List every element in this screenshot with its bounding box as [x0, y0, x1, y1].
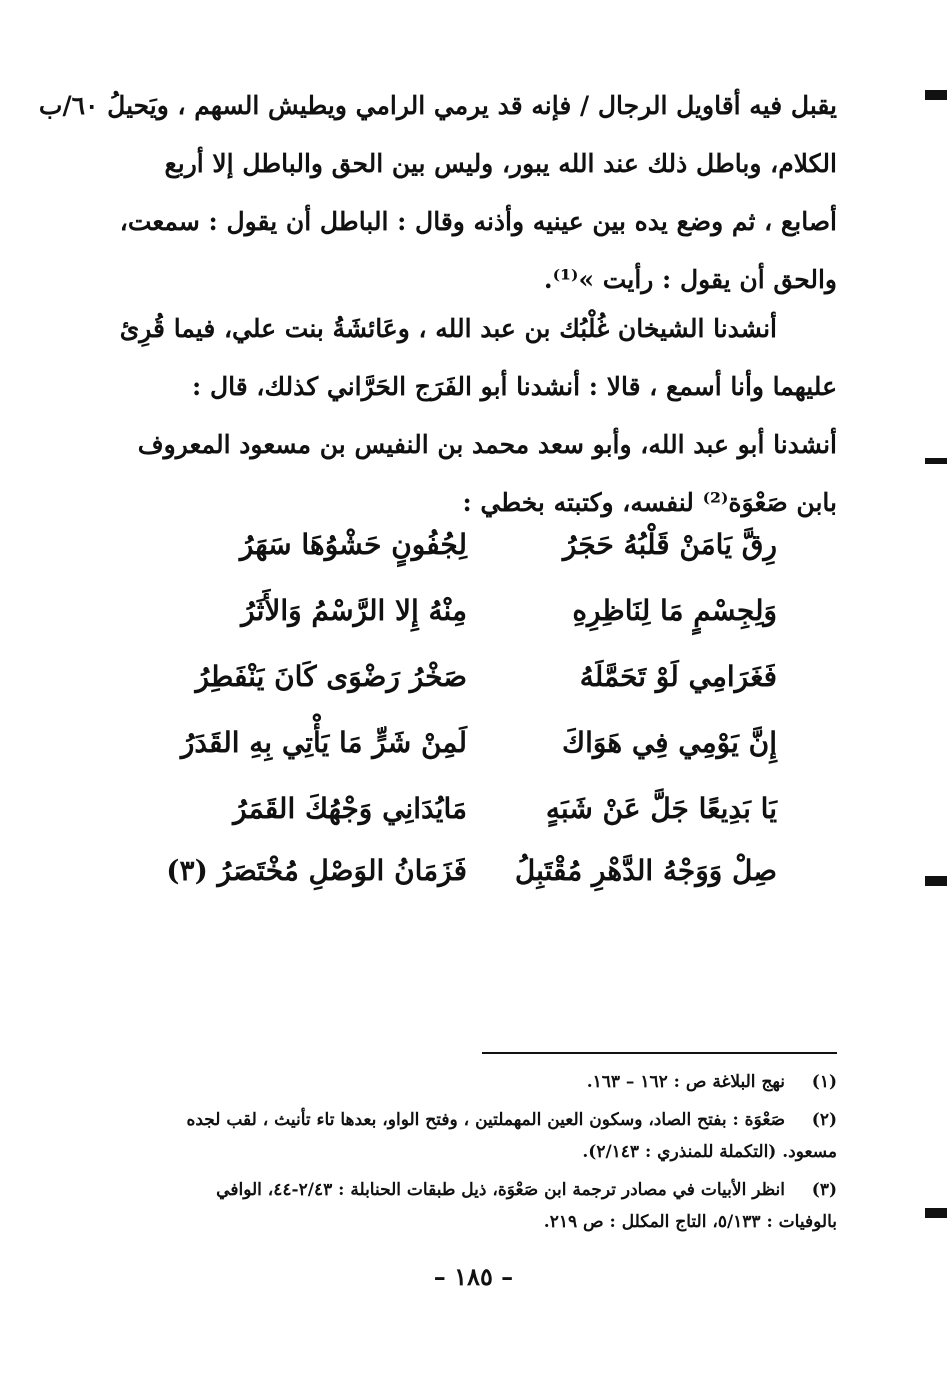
footnote-separator — [482, 1052, 837, 1054]
verse-first-hemistich: إِنَّ يَوْمِي فِي هَوَاكَ — [562, 726, 777, 759]
verse-first-hemistich: يَا بَدِيعًا جَلَّ عَنْ شَبَهٍ — [545, 792, 777, 825]
text-line: الكلام، وباطل ذلك عند الله يبور، وليس بين الحق والباطل إلا أربع — [164, 149, 837, 178]
footnote-text: انظر الأبيات في مصادر ترجمة ابن صَعْوَة، ذيل طبقات الحنابلة : ٢/٤٣-٤٤، الوافي — [216, 1180, 785, 1200]
footnote-number: (٢) — [811, 1110, 837, 1130]
poem-verse — [167, 660, 777, 704]
verse-first-hemistich: رِقَّ يَامَنْ قَلْبُهُ حَجَرُ — [562, 528, 777, 561]
scan-edge-mark — [925, 458, 947, 464]
poem-verse — [167, 594, 777, 638]
verse-second-hemistich: مِنْهُ إِلا الرَّسْمُ وَالأَثَرُ — [241, 594, 467, 627]
footnote-text: صَعْوَة : بفتح الصاد، وسكون العين المهملتين ، وفتح الواو، بعدها تاء تأنيث ، لقب لجده — [186, 1110, 785, 1130]
footnote-number: (١) — [811, 1072, 837, 1092]
text-line: بابن صَعْوَة⁽²⁾ لنفسه، وكتبته بخطي : — [462, 488, 837, 517]
verse-second-hemistich: لِجُفُونٍ حَشْوُهَا سَهَرُ — [239, 528, 467, 561]
footnote — [157, 1104, 837, 1168]
poem-verse — [167, 528, 777, 572]
text-line: عليهما وأنا أسمع ، قالا : أنشدنا أبو الفَرَج الحَرَّاني كذلك، قال : — [192, 372, 837, 401]
text-line: يقبل فيه أقاويل الرجال / فإنه قد يرمي الرامي ويطيش السهم ، ويَحيلُ ٦٠/ب — [38, 91, 837, 120]
poem-verse — [167, 854, 777, 898]
verse-second-hemistich: لَمِنْ شَرٍّ مَا يَأْتِي بِهِ القَدَرُ — [180, 726, 467, 759]
footnote-number: (٣) — [811, 1180, 837, 1200]
footnote-text-continued: بالوفيات : ٥/١٣٣، التاج المكلل : ص ٢١٩. — [543, 1212, 837, 1232]
footnote-text-continued: مسعود. (التكملة للمنذري : ٢/١٤٣). — [582, 1142, 837, 1162]
scan-edge-mark — [925, 876, 947, 886]
footnote — [157, 1174, 837, 1238]
verse-first-hemistich: صِلْ وَوَجْهُ الدَّهْرِ مُقْتَبِلُ — [514, 854, 777, 887]
verse-second-hemistich: مَايُدَانِي وَجْهُكَ القَمَرُ — [233, 792, 467, 825]
paragraph-isnad — [119, 300, 837, 532]
poem-verse — [167, 792, 777, 836]
verse-first-hemistich: وَلِجِسْمٍ مَا لِنَاظِرِهِ — [572, 594, 777, 627]
text-line: أنشدنا أبو عبد الله، وأبو سعد محمد بن النفيس بن مسعود المعروف — [137, 430, 837, 459]
text-line: والحق أن يقول : رأيت »⁽¹⁾. — [543, 265, 837, 294]
text-line: أنشدنا الشيخان غُلْبُك بن عبد الله ، وعَائشَةُ بنت علي، فيما قُرِئ — [119, 314, 777, 343]
footnote-text: نهج البلاغة ص : ١٦٢ – ١٦٣. — [586, 1072, 785, 1092]
paragraph-hadith — [38, 77, 837, 309]
verse-second-hemistich: صَخْرُ رَضْوَى كَانَ يَنْفَطِرُ — [195, 660, 467, 693]
text-line: أصابع ، ثم وضع يده بين عينيه وأذنه وقال : الباطل أن يقول : سمعت، — [119, 207, 837, 236]
footnote — [157, 1066, 837, 1098]
scan-edge-mark — [925, 90, 947, 100]
page-number: – ١٨٥ – — [433, 1262, 514, 1291]
verse-first-hemistich: فَغَرَامِي لَوْ تَحَمَّلَهُ — [579, 660, 777, 693]
poem-verse — [167, 726, 777, 770]
scan-edge-mark — [925, 1208, 947, 1218]
verse-second-hemistich: فَزَمَانُ الوَصْلِ مُخْتَصَرُ (٣) — [166, 854, 467, 887]
